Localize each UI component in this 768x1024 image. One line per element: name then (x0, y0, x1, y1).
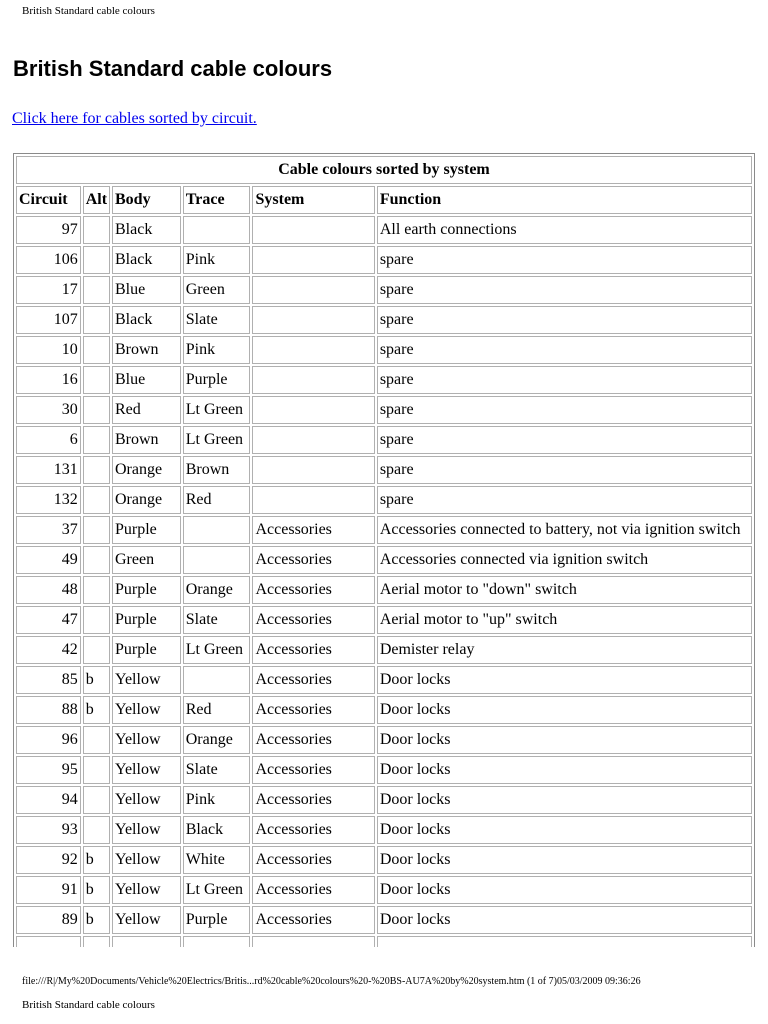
trace-colour-cell: Slate (183, 606, 251, 634)
trace-colour-cell: Purple (183, 366, 251, 394)
system-cell (252, 426, 374, 454)
alt-cell (83, 816, 110, 844)
function-cell: spare (377, 396, 752, 424)
system-cell: Accessories (252, 666, 374, 694)
circuit-cell: 37 (16, 516, 81, 544)
system-cell: Accessories (252, 906, 374, 934)
table-row (16, 426, 752, 454)
circuit-cell: 107 (16, 306, 81, 334)
table-row (16, 486, 752, 514)
table-row (16, 816, 752, 844)
system-cell (252, 396, 374, 424)
system-cell: Accessories (252, 816, 374, 844)
circuit-cell: 10 (16, 336, 81, 364)
system-cell: Accessories (252, 516, 374, 544)
trace-colour-cell: Slate (183, 306, 251, 334)
body-colour-cell: Yellow (112, 906, 181, 934)
function-cell: Door locks (377, 696, 752, 724)
circuit-cell: 6 (16, 426, 81, 454)
circuit-cell: 17 (16, 276, 81, 304)
table-row (16, 846, 752, 874)
alt-cell: b (83, 846, 110, 874)
function-cell: Door locks (377, 876, 752, 904)
alt-cell (83, 546, 110, 574)
function-cell: spare (377, 486, 752, 514)
body-colour-cell: Yellow (112, 816, 181, 844)
alt-cell (83, 636, 110, 664)
circuit-cell: 42 (16, 636, 81, 664)
table-row (16, 516, 752, 544)
alt-cell (83, 426, 110, 454)
body-colour-cell: Black (112, 216, 181, 244)
body-colour-cell: Yellow (112, 786, 181, 814)
print-header-title: British Standard cable colours (22, 5, 155, 17)
system-cell (252, 216, 374, 244)
cable-table-container (13, 153, 755, 947)
trace-colour-cell: Lt Green (183, 396, 251, 424)
table-row (16, 336, 752, 364)
table-row (16, 876, 752, 904)
alt-cell (83, 756, 110, 784)
system-cell: Accessories (252, 876, 374, 904)
body-colour-cell (112, 936, 181, 947)
trace-colour-cell: Green (183, 276, 251, 304)
body-colour-cell: Purple (112, 636, 181, 664)
body-colour-cell: Brown (112, 336, 181, 364)
column-header-circuit: Circuit (16, 186, 81, 214)
function-cell: spare (377, 366, 752, 394)
circuit-cell: 106 (16, 246, 81, 274)
system-cell (252, 456, 374, 484)
system-cell (252, 246, 374, 274)
trace-colour-cell: Orange (183, 726, 251, 754)
system-cell: Accessories (252, 726, 374, 754)
system-cell (252, 306, 374, 334)
alt-cell (83, 456, 110, 484)
table-row (16, 276, 752, 304)
body-colour-cell: Green (112, 546, 181, 574)
circuit-cell: 30 (16, 396, 81, 424)
circuit-cell (16, 936, 81, 947)
alt-cell (83, 486, 110, 514)
system-cell: Accessories (252, 606, 374, 634)
body-colour-cell: Yellow (112, 696, 181, 724)
circuit-cell: 47 (16, 606, 81, 634)
trace-colour-cell: Red (183, 696, 251, 724)
circuit-cell: 132 (16, 486, 81, 514)
trace-colour-cell: Lt Green (183, 426, 251, 454)
footer-print-title: British Standard cable colours (22, 999, 155, 1011)
circuit-cell: 94 (16, 786, 81, 814)
body-colour-cell: Orange (112, 456, 181, 484)
alt-cell (83, 336, 110, 364)
circuit-cell: 16 (16, 366, 81, 394)
table-row (16, 636, 752, 664)
function-cell (377, 936, 752, 947)
circuit-cell: 131 (16, 456, 81, 484)
cable-colours-table (13, 153, 755, 947)
function-cell: Demister relay (377, 636, 752, 664)
circuit-cell: 93 (16, 816, 81, 844)
body-colour-cell: Red (112, 396, 181, 424)
circuit-cell: 88 (16, 696, 81, 724)
circuit-cell: 92 (16, 846, 81, 874)
footer-file-url: file:///R|/My%20Documents/Vehicle%20Electrics/Britis...rd%20cable%20colours%20-%20BS-AU7A%20by%20system.htm (1 of 7)05/03/2009 09:36:26 (22, 976, 641, 987)
circuit-cell: 95 (16, 756, 81, 784)
function-cell: spare (377, 306, 752, 334)
body-colour-cell: Purple (112, 516, 181, 544)
body-colour-cell: Black (112, 306, 181, 334)
column-header-alt: Alt (83, 186, 110, 214)
column-header-body: Body (112, 186, 181, 214)
function-cell: Door locks (377, 756, 752, 784)
table-row (16, 576, 752, 604)
system-cell (252, 336, 374, 364)
body-colour-cell: Yellow (112, 846, 181, 874)
body-colour-cell: Yellow (112, 726, 181, 754)
table-row (16, 396, 752, 424)
alt-cell (83, 276, 110, 304)
alt-cell (83, 366, 110, 394)
function-cell: Aerial motor to "up" switch (377, 606, 752, 634)
table-caption: Cable colours sorted by system (16, 156, 752, 184)
table-row (16, 786, 752, 814)
trace-colour-cell: Red (183, 486, 251, 514)
function-cell: spare (377, 426, 752, 454)
alt-cell (83, 516, 110, 544)
column-header-system: System (252, 186, 374, 214)
trace-colour-cell: Lt Green (183, 636, 251, 664)
function-cell: Aerial motor to "down" switch (377, 576, 752, 604)
trace-colour-cell (183, 216, 251, 244)
circuit-cell: 49 (16, 546, 81, 574)
trace-colour-cell: Slate (183, 756, 251, 784)
table-row (16, 216, 752, 244)
function-cell: Door locks (377, 786, 752, 814)
trace-colour-cell: Lt Green (183, 876, 251, 904)
body-colour-cell: Blue (112, 276, 181, 304)
trace-colour-cell: Orange (183, 576, 251, 604)
trace-colour-cell (183, 516, 251, 544)
table-row (16, 936, 752, 947)
circuit-cell: 96 (16, 726, 81, 754)
function-cell: Door locks (377, 726, 752, 754)
sorted-by-circuit-link[interactable]: Click here for cables sorted by circuit. (12, 110, 257, 127)
system-cell: Accessories (252, 786, 374, 814)
function-cell: Accessories connected to battery, not via ignition switch (377, 516, 752, 544)
trace-colour-cell: Black (183, 816, 251, 844)
trace-colour-cell: Purple (183, 906, 251, 934)
alt-cell (83, 786, 110, 814)
circuit-cell: 97 (16, 216, 81, 244)
body-colour-cell: Black (112, 246, 181, 274)
trace-colour-cell: Pink (183, 786, 251, 814)
alt-cell (83, 396, 110, 424)
table-row (16, 246, 752, 274)
table-header-row (16, 186, 752, 214)
alt-cell (83, 216, 110, 244)
function-cell: spare (377, 246, 752, 274)
system-cell: Accessories (252, 576, 374, 604)
circuit-cell: 91 (16, 876, 81, 904)
trace-colour-cell (183, 546, 251, 574)
alt-cell: b (83, 696, 110, 724)
system-cell (252, 486, 374, 514)
trace-colour-cell: White (183, 846, 251, 874)
table-row (16, 456, 752, 484)
table-row (16, 696, 752, 724)
alt-cell (83, 576, 110, 604)
circuit-cell: 48 (16, 576, 81, 604)
alt-cell: b (83, 876, 110, 904)
table-caption-row (16, 156, 752, 184)
body-colour-cell: Brown (112, 426, 181, 454)
column-header-function: Function (377, 186, 752, 214)
function-cell: All earth connections (377, 216, 752, 244)
alt-cell: b (83, 906, 110, 934)
function-cell: Accessories connected via ignition switch (377, 546, 752, 574)
body-colour-cell: Purple (112, 576, 181, 604)
system-cell (252, 366, 374, 394)
trace-colour-cell: Pink (183, 246, 251, 274)
function-cell: Door locks (377, 816, 752, 844)
body-colour-cell: Blue (112, 366, 181, 394)
column-header-trace: Trace (183, 186, 251, 214)
page-title: British Standard cable colours (13, 56, 333, 81)
circuit-cell: 85 (16, 666, 81, 694)
circuit-cell: 89 (16, 906, 81, 934)
function-cell: Door locks (377, 846, 752, 874)
function-cell: spare (377, 456, 752, 484)
alt-cell: b (83, 666, 110, 694)
system-cell: Accessories (252, 546, 374, 574)
table-row (16, 306, 752, 334)
table-row (16, 606, 752, 634)
alt-cell (83, 726, 110, 754)
table-row (16, 366, 752, 394)
function-cell: spare (377, 336, 752, 364)
function-cell: Door locks (377, 906, 752, 934)
system-cell: Accessories (252, 636, 374, 664)
trace-colour-cell (183, 666, 251, 694)
trace-colour-cell: Brown (183, 456, 251, 484)
trace-colour-cell: Pink (183, 336, 251, 364)
table-row (16, 906, 752, 934)
table-row (16, 666, 752, 694)
body-colour-cell: Purple (112, 606, 181, 634)
body-colour-cell: Orange (112, 486, 181, 514)
body-colour-cell: Yellow (112, 756, 181, 784)
alt-cell (83, 246, 110, 274)
system-cell: Accessories (252, 696, 374, 724)
trace-colour-cell (183, 936, 251, 947)
alt-cell (83, 606, 110, 634)
table-row (16, 726, 752, 754)
table-row (16, 756, 752, 784)
alt-cell (83, 306, 110, 334)
alt-cell (83, 936, 110, 947)
function-cell: spare (377, 276, 752, 304)
body-colour-cell: Yellow (112, 876, 181, 904)
system-cell (252, 276, 374, 304)
system-cell (252, 936, 374, 947)
system-cell: Accessories (252, 846, 374, 874)
table-row (16, 546, 752, 574)
system-cell: Accessories (252, 756, 374, 784)
body-colour-cell: Yellow (112, 666, 181, 694)
function-cell: Door locks (377, 666, 752, 694)
